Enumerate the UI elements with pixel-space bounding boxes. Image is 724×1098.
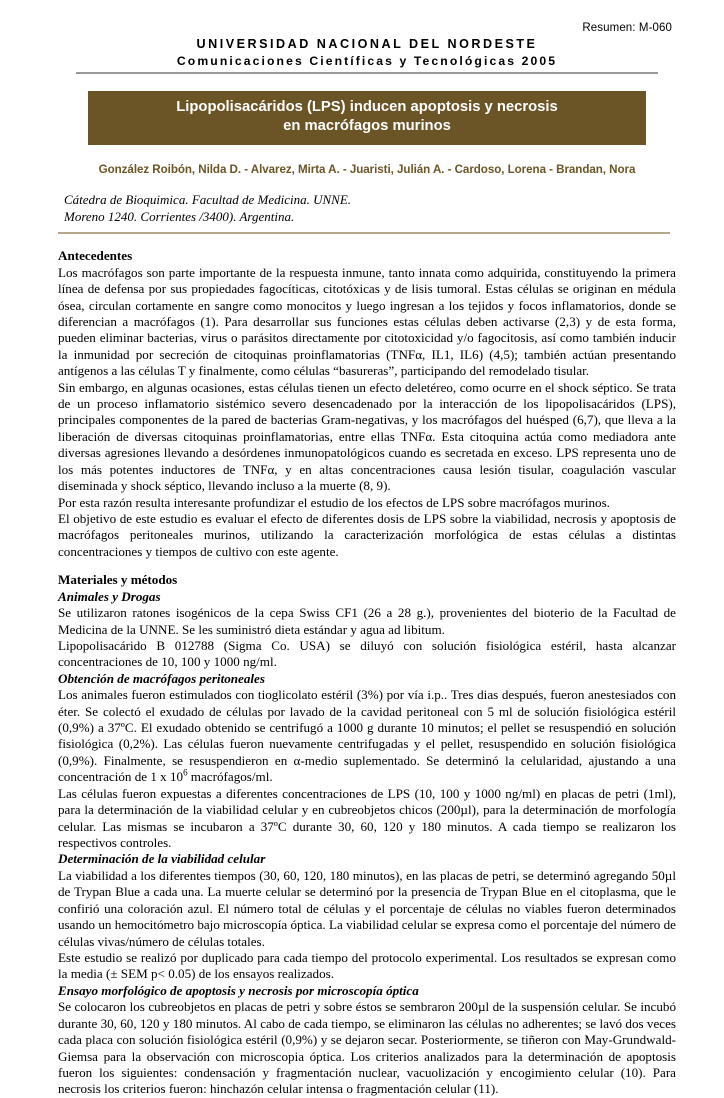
- affiliation-block: [64, 192, 676, 226]
- abstract-id-label: Resumen: M-060: [582, 22, 672, 34]
- university-name: UNIVERSIDAD NACIONAL DEL NORDESTE: [196, 37, 538, 51]
- antecedentes-paragraph-3: Por esta razón resulta interesante profundizar el estudio de los efectos de LPS sobre macrófagos murinos.: [58, 494, 610, 510]
- title-line-1: Lipopolisacáridos (LPS) inducen apoptosis y necrosis: [176, 99, 558, 115]
- section-heading-materiales: Materiales y métodos: [58, 572, 178, 588]
- header-divider: [76, 72, 658, 74]
- obtencion-paragraph-1-text-a: Los animales fueron estimulados con tioglicolato estéril (3%) por vía i.p.. Tres dias después, fueron anestesiados con éter. Se colectó el exudado de células por lavado de la cavidad peritoneal con 5 ml de solución fisiológica estéril (0,9%) a 37ºC. El exudado obtenido se centrifugó a 1000 g durante 10 minutos; el pellet se resuspendió en solución fisiológica (0,2%). Las células fueron nuevamente centrifugadas y el pellet, resuspendido en solución fisiológica (0,9%). Finalmente, se resuspendieron en α-medio suplementado. Se determinó la celularidad, ajustando a una concentración de 1 x 10: [58, 687, 676, 785]
- author-list: González Roibón, Nilda D. - Alvarez, Mirta A. - Juaristi, Julián A. - Cardoso, Lorena - Brandan, Nora: [98, 163, 636, 177]
- title-banner: [88, 91, 646, 145]
- antecedentes-paragraph-1: Los macrófagos son parte importante de la respuesta inmune, tanto innata como adquirida, constituyendo la primera línea de defensa por sus propiedades fagocíticas, citotóxicas y de lisis tumoral. Estas células se originan en médula ósea, circulan cortamente en sangre como monocitos y luego ingresan a los tejidos y focos inflamatorios, donde se diferencian a macrófagos (1). Para desarrollar sus funciones estas células deben activarse (2,3) y de esta forma, pueden eliminar bacterias, virus o parásitos directamente por citotoxicidad y/o fagocitosis, así como también inducir la inmunidad por secreción de citoquinas proinflamatorias (TNFα, IL1, IL6) (4,5); también actúan presentando antígenos a las células T y finalmente, como células “basureras”, participando del remodelado tisular.: [58, 264, 676, 379]
- viabilidad-paragraph-2: Este estudio se realizó por duplicado para cada tiempo del protocolo experimental. Los resultados se expresan como la media (± SEM p< 0.05) de los ensayos realizados.: [58, 949, 676, 982]
- title-line-2: en macrófagos murinos: [283, 118, 451, 135]
- viabilidad-paragraph-1: La viabilidad a los diferentes tiempos (30, 60, 120, 180 minutos), en las placas de petri, se determinó agregando 50µl de Trypan Blue a cada una. La muerte celular se determinó por la presencia de Trypan Blue en el citoplasma, que le confirió una coloración azul. El número total de células y el porcentaje de células no viables fueron determinados usando un hemocitómetro bajo microscopía óptica. La viabilidad celular se expresa como el porcentaje del número de células vivas/número de células totales.: [58, 867, 676, 949]
- subsection-heading-animales: Animales y Drogas: [58, 588, 161, 604]
- subsection-heading-viabilidad: Determinación de la viabilidad celular: [58, 851, 266, 867]
- ensayo-paragraph-1: Se colocaron los cubreobjetos en placas de petri y sobre éstos se sembraron 200µl de la suspensión celular. Se incubó durante 30, 60, 120 y 180 minutos. Al cabo de cada tiempo, se eliminaron las células no adherentes; se lavó dos veces cada placa con solución fisiológica estéril (0,9%) y se dejaron secar. Posteriormente, se tiñeron con May-Grundwald-Giemsa para la observación con microscopia óptica. Los criterios analizados para la determinación de apoptosis fueron los siguientes: condensación y fragmentación nuclear, vacuolización y encogimiento celular (10). Para necrosis los criterios fueron: hinchazón celular intensa o fragmentación celular (11).: [58, 999, 676, 1097]
- animales-paragraph-1: Se utilizaron ratones isogénicos de la cepa Swiss CF1 (26 a 28 g.), provenientes del bioterio de la Facultad de Medicina de la UNNE. Se les suministró dieta estándar y agua ad libitum.: [58, 605, 676, 637]
- affiliation-divider: [58, 232, 670, 234]
- section-heading-antecedentes: Antecedentes: [58, 248, 133, 264]
- obtencion-paragraph-1: [58, 687, 676, 786]
- section-spacer: [58, 560, 676, 572]
- antecedentes-paragraph-2: Sin embargo, en algunas ocasiones, estas células tienen un efecto deletéreo, como ocurre en el shock séptico. Se trata de un proceso inflamatorio sistémico severo desencadenado por la interacción de los lipopolisacáridos (LPS), principales componentes de la pared de bacterias Gram-negativas, y los macrófagos del huésped (6,7), que lleva a la liberación de diversas citoquinas proinflamatorias, entre ellas TNFα. Esta citoquina actúa como mediadora ante diversas agresiones llevando a desórdenes inmunopatológicos cuando es secretada en exceso. LPS representa uno de los más potentes inductores de TNFα, y en altas concentraciones causa lesión tisular, coagulación vascular diseminada y shock séptico, llevando incluso a la muerte (8, 9).: [58, 379, 676, 494]
- antecedentes-paragraph-4: El objetivo de este estudio es evaluar el efecto de diferentes dosis de LPS sobre la viabilidad, necrosis y apoptosis de macrófagos peritoneales murinos, utilizando la caracterización morfológica de estas células a distintas concentraciones y tiempos de cultivo con este agente.: [58, 511, 676, 559]
- document-body: [58, 248, 676, 1098]
- subsection-heading-ensayo: Ensayo morfológico de apoptosis y necrosis por microscopía óptica: [58, 982, 419, 998]
- affiliation-line-1: Cátedra de Bioquimica. Facultad de Medicina. UNNE.: [64, 192, 352, 208]
- conference-name: Comunicaciones Científicas y Tecnológicas 2005: [176, 54, 558, 68]
- obtencion-paragraph-2: Las células fueron expuestas a diferentes concentraciones de LPS (10, 100 y 1000 ng/ml) en placas de petri (1ml), para la determinación de la viabilidad celular y en cubreobjetos chicos (200µl), para la determinación de morfología celular. Las mismas se incubaron a 37ºC durante 30, 60, 120 y 180 minutos. A cada tiempo se realizaron los respectivos controles.: [58, 785, 676, 851]
- affiliation-line-2: Moreno 1240. Corrientes /3400). Argentina.: [64, 209, 295, 225]
- obtencion-exponent: 6: [183, 767, 188, 778]
- obtencion-paragraph-1-text-b: macrófagos/ml.: [187, 769, 273, 785]
- animales-paragraph-2: Lipopolisacárido B 012788 (Sigma Co. USA) se diluyó con solución fisiológica estéril, hasta alcanzar concentraciones de 10, 100 y 1000 ng/ml.: [58, 637, 676, 670]
- subsection-heading-obtencion: Obtención de macrófagos peritoneales: [58, 670, 265, 686]
